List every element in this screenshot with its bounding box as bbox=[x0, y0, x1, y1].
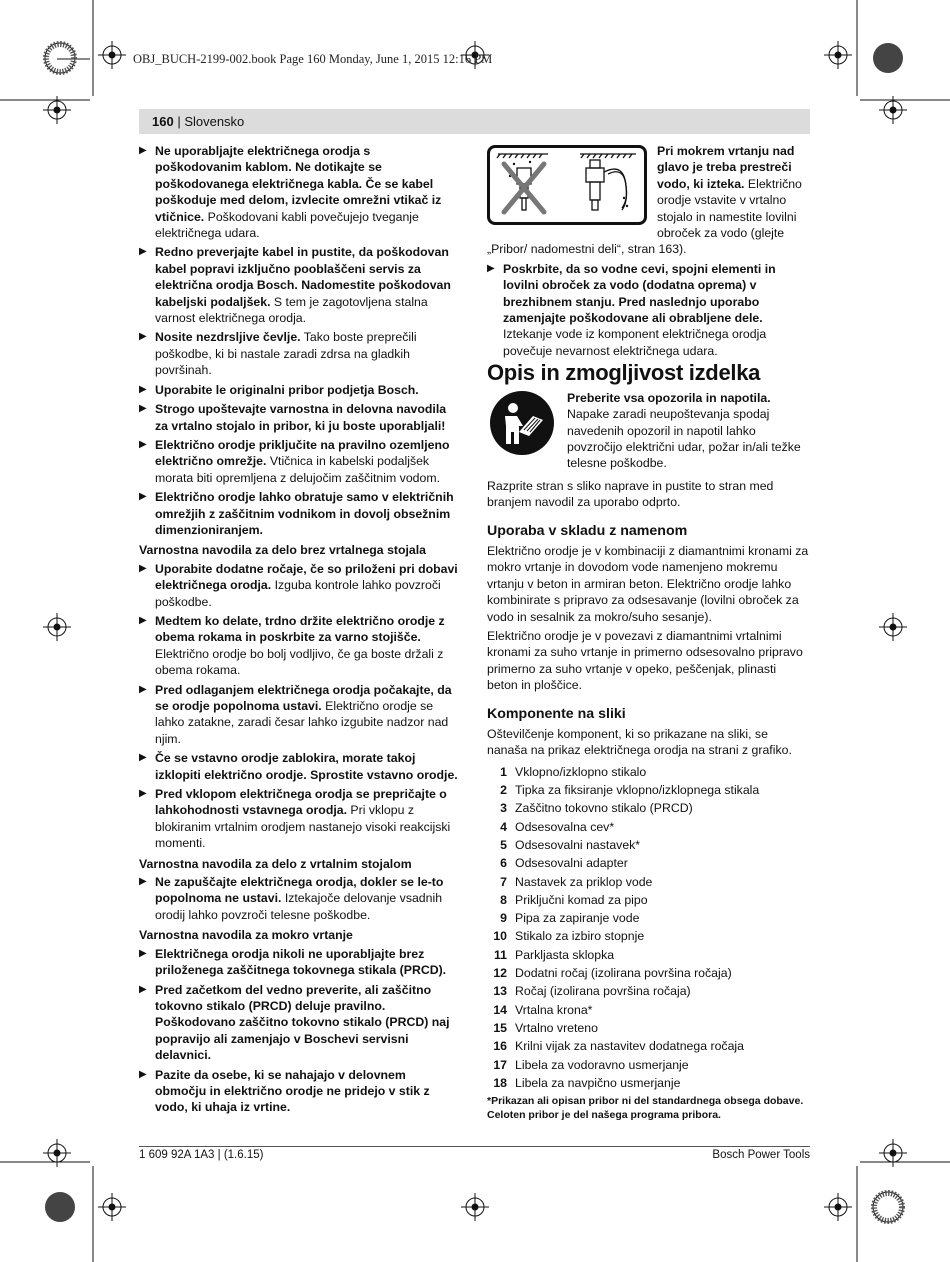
intended-use-paragraph-2: Električno orodje je v povezavi z diamantnimi vrtalnimi kronami za suho vrtanje in primerno odsesovalno pripravo primerno za suho vrtanje v opeko, peščenjak, plinasti beton in ploščice. bbox=[487, 628, 803, 693]
safety-instruction: ▶ Uporabite dodatne ročaje, če so priloženi pri dobavi električnega orodja. Izguba kontrole lahko povzroči poškodbe. bbox=[139, 561, 458, 609]
safety-list-with-stand bbox=[139, 874, 459, 923]
bullet-arrow-icon: ▶ bbox=[139, 403, 147, 415]
bullet-arrow-icon: ▶ bbox=[139, 788, 147, 800]
header-separator: | bbox=[173, 114, 185, 129]
component-item bbox=[487, 891, 810, 909]
component-number: 1 bbox=[500, 764, 507, 779]
accessory-footnote: *Prikazan ali opisan pribor ni del standardnega obsega dobave. Celoten pribor je del našega programa pribora. bbox=[487, 1095, 804, 1122]
bullet-arrow-icon: ▶ bbox=[139, 1068, 147, 1080]
safety-instruction: ▶ Ne uporabljajte električnega orodja s poškodovanim kablom. Ne dotikajte se poškodovanega električnega kabla. Če se kabel poškoduje med delom, izvlecite omrežni vtikač iz vtičnice. Poškodovani kabli povečujejo tveganje električnega udara. bbox=[139, 144, 442, 241]
component-item bbox=[487, 818, 810, 836]
component-label: Parkljasta sklopka bbox=[515, 947, 615, 962]
overhead-drilling-illustration bbox=[490, 148, 644, 222]
safety-instruction: ▶ Električnega orodja nikoli ne uporabljajte brez priloženega zaščitnega tokovnega stikala (PRCD). bbox=[139, 946, 447, 978]
component-label: Vklopno/izklopno stikalo bbox=[515, 764, 647, 779]
component-item bbox=[487, 781, 810, 799]
safety-instruction: ▶ Medtem ko delate, trdno držite električno orodje z obema rokama in poskrbite za varno stojišče. Električno orodje bo bolj vodljivo, če ga boste držali z obema rokama. bbox=[139, 613, 445, 678]
component-number: 11 bbox=[494, 947, 507, 962]
component-number: 2 bbox=[500, 783, 507, 798]
bullet-arrow-icon: ▶ bbox=[139, 145, 147, 156]
footer-doc-number: 1 609 92A 1A3 | (1.6.15) bbox=[139, 1149, 264, 1161]
bullet-arrow-icon: ▶ bbox=[139, 331, 147, 343]
safety-instruction: ▶ Električno orodje lahko obratuje samo v električnih omrežjih z zaščitnim vodnikom in dovolj obsežnim dimenzioniranjem. bbox=[139, 490, 454, 537]
component-label: Odsesovalni adapter bbox=[515, 856, 628, 871]
component-label: Dodatni ročaj (izolirana površina ročaja) bbox=[515, 966, 732, 981]
components-intro: Oštevilčenje komponent, ki so prikazane na sliki, se nanaša na prikaz električnega orodja na strani z grafiko. bbox=[487, 727, 792, 758]
component-item bbox=[487, 1074, 810, 1092]
water-hose-item bbox=[487, 261, 810, 359]
safety-instruction: ▶ Uporabite le originalni pribor podjetja Bosch. bbox=[139, 382, 419, 397]
safety-instruction: ▶ Pred vklopom električnega orodja se prepričajte o lahkohodnosti vstavnega orodja. Pri vklopu z blokiranim vrtalnim orodjem nastanejo visoki reakcijski momenti. bbox=[139, 787, 451, 851]
component-number: 9 bbox=[500, 911, 507, 926]
component-label: Nastavek za priklop vode bbox=[515, 874, 653, 889]
subhead-without-stand: Varnostna navodila za delo brez vrtalnega stojala bbox=[139, 543, 427, 558]
component-number: 17 bbox=[493, 1057, 507, 1072]
bullet-arrow-icon: ▶ bbox=[139, 983, 147, 995]
component-number: 8 bbox=[500, 892, 507, 907]
component-number: 6 bbox=[500, 856, 507, 871]
header-language: Slovensko bbox=[184, 114, 245, 129]
intended-use-paragraph-1: Električno orodje je v kombinaciji z diamantnimi kronami za mokro vrtanje in dovodom vode namenjeno mokremu vrtanju v beton in armiran beton. Električno orodje lahko kombinirate s pripravo za odsesavanje (lovilni obroček za vodo in sesalnik za mokro/suho sesanje). bbox=[487, 543, 809, 624]
section-title: Opis in zmogljivost izdelka bbox=[487, 360, 761, 386]
print-line: OBJ_BUCH-2199-002.book Page 160 Monday, June 1, 2015 12:16 PM bbox=[133, 52, 493, 66]
component-number: 12 bbox=[493, 966, 507, 981]
component-number: 14 bbox=[493, 1002, 507, 1017]
component-item bbox=[487, 1001, 810, 1019]
component-label: Zaščitno tokovno stikalo (PRCD) bbox=[515, 801, 693, 816]
component-number: 10 bbox=[493, 929, 507, 944]
footer-rule bbox=[139, 1146, 810, 1147]
component-number: 16 bbox=[493, 1039, 507, 1054]
safety-instruction: ▶ Nosite nezdrsljive čevlje. Tako boste preprečili poškodbe, ki bi nastale zaradi zdrsa na gladkih površinah. bbox=[139, 330, 417, 378]
bullet-arrow-icon: ▶ bbox=[139, 947, 147, 959]
component-item bbox=[487, 1019, 810, 1037]
component-number: 7 bbox=[500, 874, 507, 889]
component-item bbox=[487, 763, 810, 781]
safety-instruction: ▶ Pred začetkom del vedno preverite, ali zaščitno tokovno stikalo (PRCD) deluje pravilno. Poškodovano zaščitno tokovno stikalo (PRCD) naj popravijo ali zamenjajo v Boschevi servisni delavnici. bbox=[139, 982, 450, 1063]
component-item bbox=[487, 927, 810, 945]
safety-instruction: ▶ Redno preverjajte kabel in pustite, da poškodovan kabel popravi izključno pooblaščeni servis za električna orodja Bosch. Nadomestite poškodovan kabeljski podaljšek. S tem je zagotovljena stalna varnost električnega orodja. bbox=[139, 245, 451, 326]
component-item bbox=[487, 836, 810, 854]
component-label: Ročaj (izolirana površina ročaja) bbox=[515, 984, 691, 999]
bullet-arrow-icon: ▶ bbox=[139, 562, 147, 574]
component-number: 15 bbox=[493, 1020, 507, 1035]
bullet-arrow-icon: ▶ bbox=[139, 752, 147, 764]
bullet-arrow-icon: ▶ bbox=[139, 876, 147, 888]
bullet-arrow-icon: ▶ bbox=[139, 683, 147, 695]
overhead-drilling-figure bbox=[487, 145, 647, 225]
component-number: 18 bbox=[493, 1075, 507, 1090]
components-list bbox=[487, 763, 810, 1092]
component-label: Stikalo za izbiro stopnje bbox=[515, 929, 645, 944]
safety-instruction: ▶ Strogo upoštevajte varnostna in delovna navodila za vrtalno stojalo in pribor, ki ju boste uporabljali! bbox=[139, 402, 447, 433]
bullet-arrow-icon: ▶ bbox=[139, 491, 147, 503]
components-title: Komponente na sliki bbox=[487, 705, 626, 722]
read-warnings-text: Preberite vsa opozorila in napotila. Napake zaradi neupoštevanja spodaj navedenih opozoril in napotil lahko povzročijo električni udar, požar in/ali težke telesne poškodbe. bbox=[567, 390, 801, 471]
safety-instruction: ▶ Če se vstavno orodje zablokira, morate takoj izklopiti električno orodje. Sprostite vstavno orodje. bbox=[139, 751, 458, 782]
component-label: Libela za vodoravno usmerjanje bbox=[515, 1057, 689, 1072]
component-item bbox=[487, 946, 810, 964]
component-label: Odsesovalna cev* bbox=[515, 819, 615, 834]
component-number: 4 bbox=[500, 819, 507, 834]
component-item bbox=[487, 1056, 810, 1074]
read-warnings-block bbox=[487, 390, 810, 472]
safety-instruction: ▶ Električno orodje priključite na pravilno ozemljeno električno omrežje. Vtičnica in kabelski podaljšek morata biti opremljena z delujočim zaščitnim vodom. bbox=[139, 437, 450, 485]
page-number: 160 bbox=[152, 114, 174, 129]
bullet-arrow-icon: ▶ bbox=[139, 246, 147, 258]
overhead-drilling-text: Pri mokrem vrtanju nad glavo je treba prestreči vodo, ki izteka. Električno orodje vstavite v vrtalno stojalo in namestite lovilni obroček za vodo (glejte „Pribor/ nadomestni deli“, stran 163). bbox=[487, 144, 802, 257]
safety-instruction: ▶ Ne zapuščajte električnega orodja, dokler se le-to popolnoma ne ustavi. Iztekajoče delovanje vsadnih orodij lahko povzroči telesne poškodbe. bbox=[139, 875, 444, 922]
safety-list-general bbox=[139, 143, 459, 538]
component-item bbox=[487, 873, 810, 891]
safety-instruction: ▶ Poskrbite, da so vodne cevi, spojni elementi in lovilni obroček za vodo (dodatna oprema) v brezhibnem stanju. Pred naslednjo uporabo zamenjajte poškodovane ali obrabljene dele. Iztekanje vode iz komponent električnega orodja povečuje nevarnost električnega udara. bbox=[487, 261, 776, 358]
component-label: Odsesovalni nastavek* bbox=[515, 838, 641, 852]
subhead-wet-drilling: Varnostna navodila za mokro vrtanje bbox=[139, 928, 353, 943]
safety-instruction: ▶ Pazite da osebe, ki se nahajajo v delovnem območju in električno orodje ne pridejo v stik z vodo, ki uhaja iz vrtine. bbox=[139, 1067, 430, 1115]
bullet-arrow-icon: ▶ bbox=[139, 614, 147, 626]
unfold-page-note: Razprite stran s sliko naprave in pustite to stran med branjem navodil za uporabo odprto. bbox=[487, 478, 774, 510]
component-label: Priključni komad za pipo bbox=[515, 892, 648, 907]
footer-brand: Bosch Power Tools bbox=[712, 1149, 810, 1161]
safety-list-without-stand bbox=[139, 561, 459, 852]
right-column bbox=[487, 143, 810, 1122]
component-label: Pipa za zapiranje vode bbox=[515, 911, 640, 926]
subhead-with-stand: Varnostna navodila za delo z vrtalnim stojalom bbox=[139, 856, 412, 871]
component-number: 5 bbox=[500, 838, 507, 852]
component-label: Krilni vijak za nastavitev dodatnega ročaja bbox=[515, 1039, 744, 1054]
component-item bbox=[487, 799, 810, 817]
overhead-figure-block bbox=[487, 143, 810, 261]
component-item bbox=[487, 964, 810, 982]
component-item bbox=[487, 1037, 810, 1055]
safety-instruction: ▶ Pred odlaganjem električnega orodja počakajte, da se orodje popolnoma ustavi. Električno orodje se lahko zatakne, zaradi česar lahko izgubite nadzor nad njim. bbox=[139, 682, 452, 746]
page-header bbox=[152, 114, 244, 129]
read-manual-icon bbox=[489, 390, 555, 456]
bullet-arrow-icon: ▶ bbox=[139, 438, 147, 450]
component-item bbox=[487, 909, 810, 927]
component-label: Tipka za fiksiranje vklopno/izklopnega stikala bbox=[515, 783, 760, 798]
bullet-arrow-icon: ▶ bbox=[139, 383, 147, 395]
left-column bbox=[139, 143, 459, 1119]
component-label: Vrtalno vreteno bbox=[515, 1020, 598, 1035]
component-item bbox=[487, 982, 810, 1000]
component-label: Libela za navpično usmerjanje bbox=[515, 1075, 681, 1090]
safety-list-wet-drilling bbox=[139, 946, 459, 1116]
component-number: 3 bbox=[500, 801, 507, 816]
component-item bbox=[487, 854, 810, 872]
component-number: 13 bbox=[493, 984, 507, 999]
component-label: Vrtalna krona* bbox=[515, 1002, 593, 1017]
intended-use-title: Uporaba v skladu z namenom bbox=[487, 522, 688, 539]
bullet-arrow-icon: ▶ bbox=[487, 262, 495, 274]
